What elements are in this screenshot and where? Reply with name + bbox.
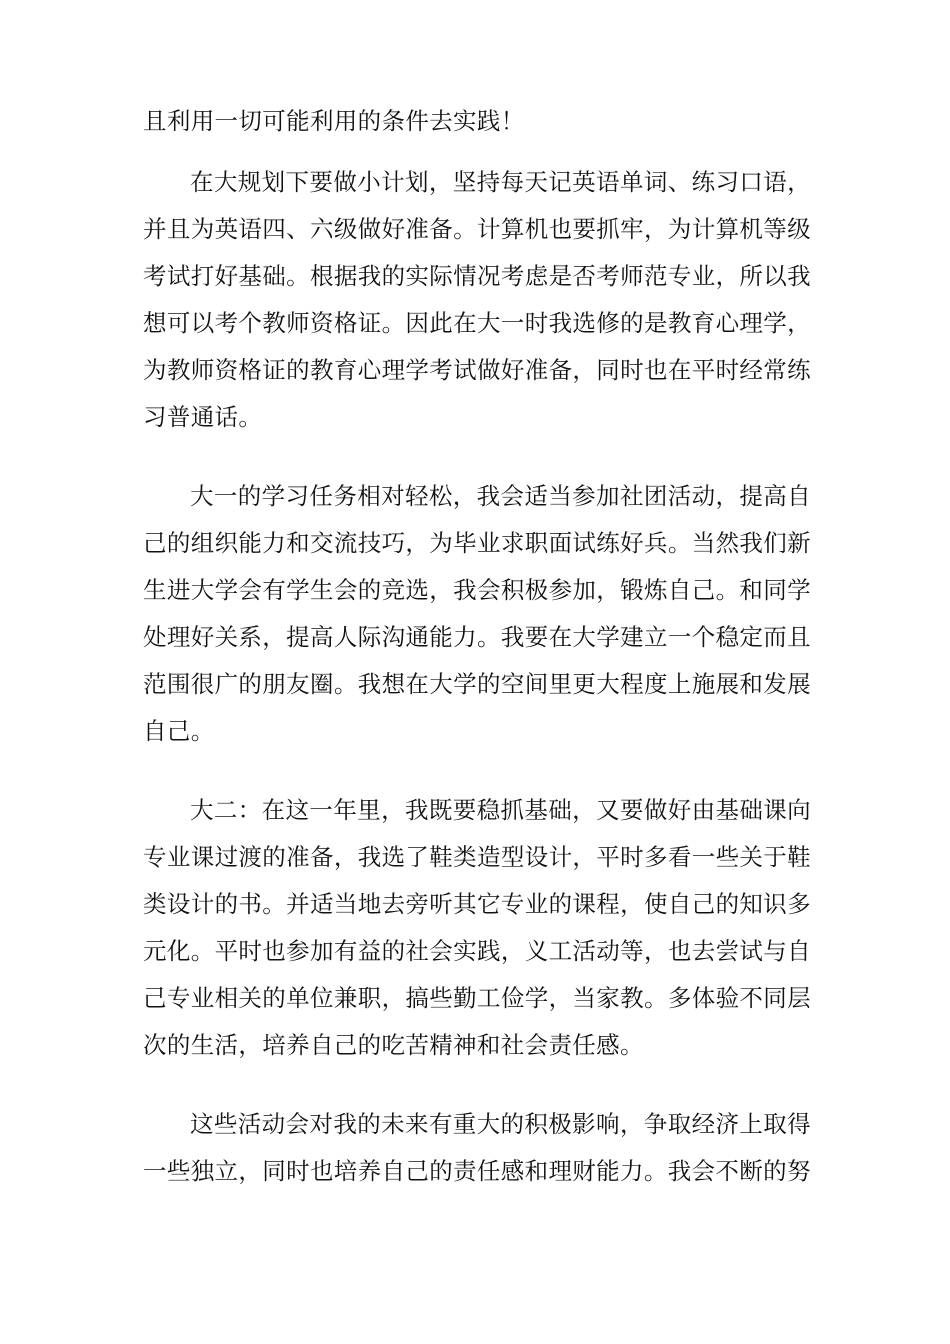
paragraph-freshman-activities: 大一的学习任务相对轻松，我会适当参加社团活动，提高自己的组织能力和交流技巧，为毕业求职面试练好兵。当然我们新生进大学会有学生会的竞选，我会积极参加，锻炼自己。和同学处理好关系，提高人际沟通能力。我要在大学建立一个稳定而且范围很广的朋友圈。我想在大学的空间里更大程度上施展和发展自己。 bbox=[143, 482, 811, 745]
paragraph-study-plan: 在大规划下要做小计划，坚持每天记英语单词、练习口语，并且为英语四、六级做好准备。计算机也要抓牢，为计算机等级考试打好基础。根据我的实际情况考虑是否考师范专业，所以我想可以考个教师资格证。因此在大一时我选修的是教育心理学，为教师资格证的教育心理学考试做好准备，同时也在平时经常练习普通话。 bbox=[143, 168, 811, 431]
paragraph-activities-impact: 这些活动会对我的未来有重大的积极影响，争取经济上取得一些独立，同时也培养自己的责任感和理财能力。我会不断的努 bbox=[143, 1110, 811, 1185]
paragraph-continuation: 且利用一切可能利用的条件去实践！ bbox=[143, 107, 525, 135]
paragraph-sophomore-year: 大二：在这一年里，我既要稳抓基础，又要做好由基础课向专业课过渡的准备，我选了鞋类造型设计，平时多看一些关于鞋类设计的书。并适当地去旁听其它专业的课程，使自己的知识多元化。平时也参加有益的社会实践，义工活动等，也去尝试与自己专业相关的单位兼职，搞些勤工俭学，当家教。多体验不同层次的生活，培养自己的吃苦精神和社会责任感。 bbox=[143, 796, 811, 1059]
